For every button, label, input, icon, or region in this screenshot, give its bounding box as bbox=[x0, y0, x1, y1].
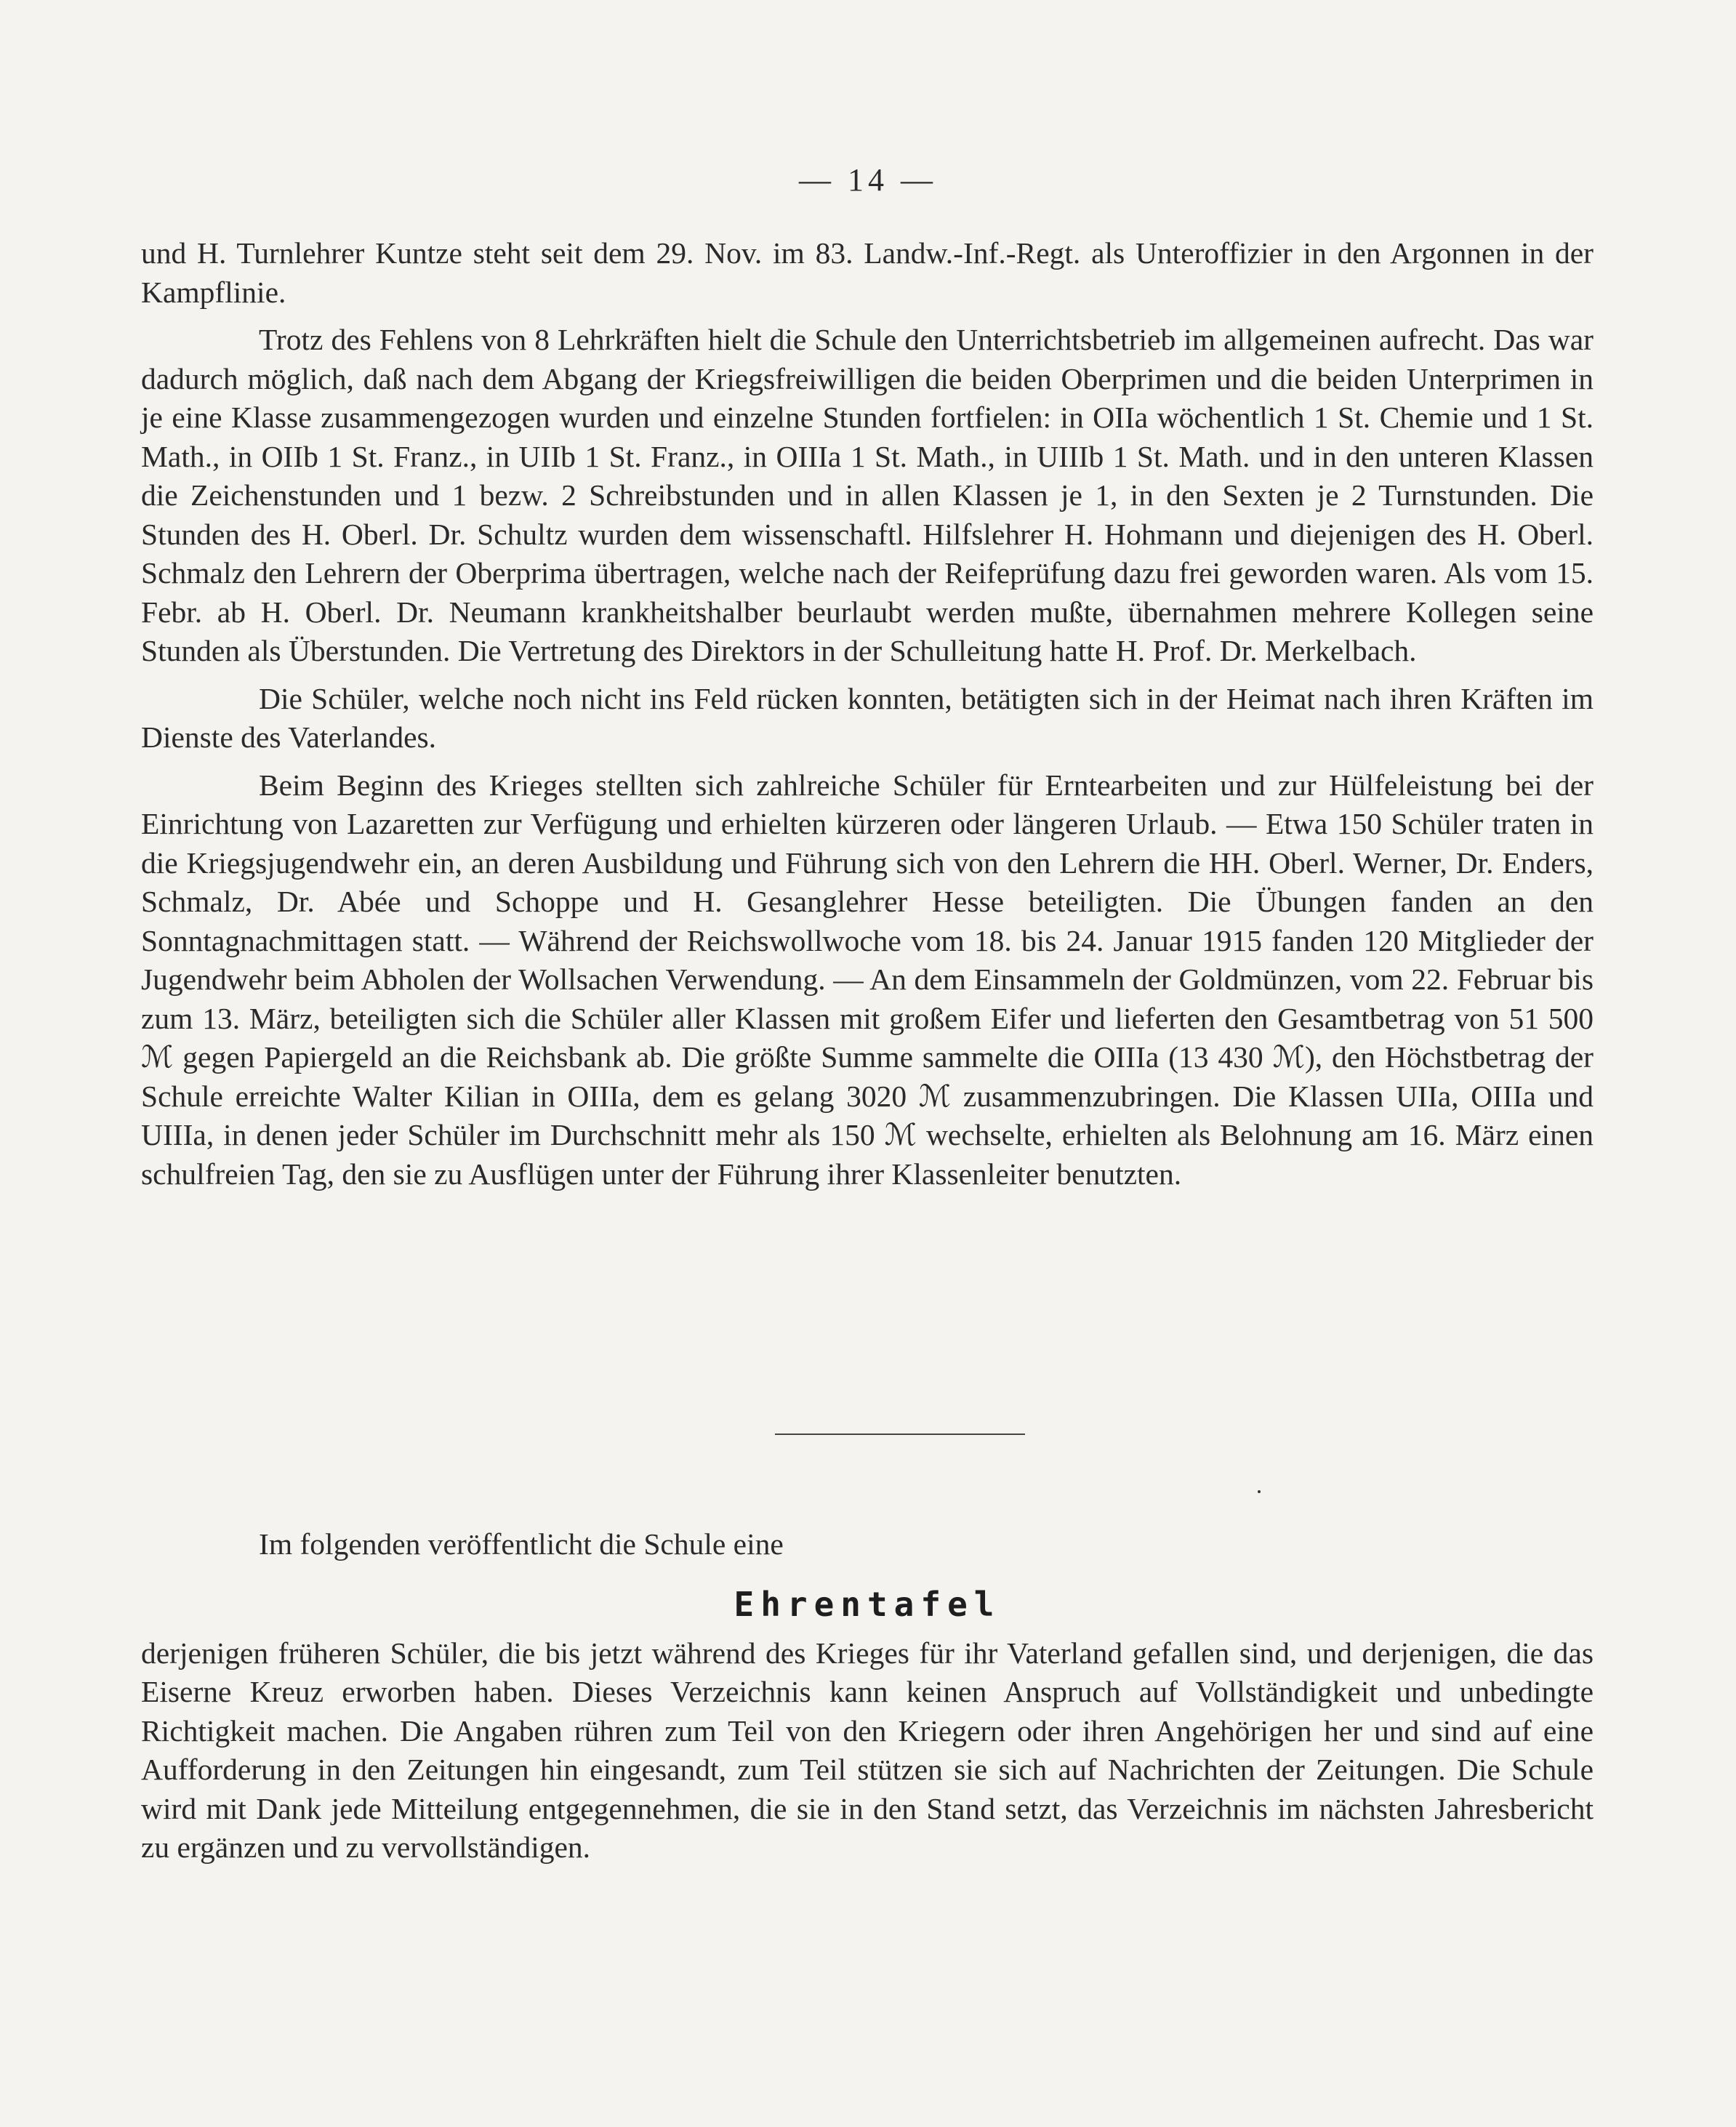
section-separator-rule bbox=[775, 1434, 1025, 1435]
honor-title: Ehrentafel bbox=[734, 1584, 1001, 1624]
honor-intro-line: Im folgenden veröffentlicht die Schule eine bbox=[259, 1527, 784, 1561]
honor-section bbox=[141, 1525, 1594, 1867]
paragraph-continuation: und H. Turnlehrer Kuntze steht seit dem 29. Nov. im 83. Landw.-Inf.-Regt. als Unteroffizier in den Argonnen in der Kampflinie. bbox=[141, 236, 1594, 309]
paragraph-war-service: Beim Beginn des Krieges stellten sich zahlreiche Schüler für Erntearbeiten und zur Hülfeleistung bei der Einrichtung von Lazaretten zur Verfügung und erhielten kürzeren oder längeren Urlaub. — Etwa 150 Schüler traten in die Kriegsjugendwehr ein, an deren Ausbildung und Führung sich von den Lehrern die HH. Oberl. Werner, Dr. Enders, Schmalz, Dr. Abée und Schoppe und H. Gesanglehrer Hesse beteiligten. Die Übungen fanden an den Sonntagnachmittagen statt. — Während der Reichswollwoche vom 18. bis 24. Januar 1915 fanden 120 Mitglieder der Jugendwehr beim Abholen der Wollsachen Verwendung. — An dem Einsammeln der Goldmünzen, vom 22. Februar bis zum 13. März, beteiligten sich die Schüler aller Klassen mit großem Eifer und lieferten den Gesamtbetrag von 51 500 ℳ gegen Papiergeld an die Reichsbank ab. Die größte Summe sammelte die OIIIa (13 430 ℳ), den Höchstbetrag der Schule erreichte Walter Kilian in OIIIa, dem es gelang 3020 ℳ zusammenzubringen. Die Klassen UIIa, OIIIa und UIIIa, in denen jeder Schüler im Durchschnitt mehr als 150 ℳ wechselte, erhielten als Belohnung am 16. März einen schulfreien Tag, den sie zu Ausflügen unter der Führung ihrer Klassenleiter benutzten. bbox=[141, 768, 1594, 1191]
paragraph-teaching-staff: Trotz des Fehlens von 8 Lehrkräften hielt die Schule den Unterrichtsbetrieb im allgemeinen aufrecht. Das war dadurch möglich, daß nach dem Abgang der Kriegsfreiwilligen die beiden Oberprimen und die beiden Unterprimen in je eine Klasse zusammengezogen wurden und einzelne Stunden fortfielen: in OIIa wöchentlich 1 St. Chemie und 1 St. Math., in OIIb 1 St. Franz., in UIIb 1 St. Franz., in OIIIa 1 St. Math., in UIIIb 1 St. Math. und in den unteren Klassen die Zeichenstunden und 1 bezw. 2 Schreibstunden und in allen Klassen je 1, in den Sexten je 2 Turnstunden. Die Stunden des H. Oberl. Dr. Schultz wurden dem wissenschaftl. Hilfslehrer H. Hohmann und diejenigen des H. Oberl. Schmalz den Lehrern der Oberprima übertragen, welche nach der Reifeprüfung dazu frei geworden waren. Als vom 15. Febr. ab H. Oberl. Dr. Neumann krankheitshalber beurlaubt werden mußte, übernahmen mehrere Kollegen seine Stunden als Überstunden. Die Vertretung des Direktors in der Schulleitung hatte H. Prof. Dr. Merkelbach. bbox=[141, 323, 1594, 667]
paragraph-students-homeland: Die Schüler, welche noch nicht ins Feld rücken konnten, betätigten sich in der Heimat nach ihren Kräften im Dienste des Vaterlandes. bbox=[141, 681, 1594, 754]
main-text-block bbox=[141, 234, 1594, 1202]
print-speck bbox=[1258, 1490, 1261, 1493]
page-number: — 14 — bbox=[799, 162, 937, 198]
honor-description: derjenigen früheren Schüler, die bis jetzt während des Krieges für ihr Vaterland gefallen sind, und derjenigen, die das Eiserne Kreuz erworben haben. Dieses Verzeichnis kann keinen Anspruch auf Vollständigkeit und unbedingte Richtigkeit machen. Die Angaben rühren zum Teil von den Kriegern oder ihren Angehörigen her und sind auf eine Aufforderung in den Zeitungen hin eingesandt, zum Teil stützen sie sich auf Nachrichten der Zeitungen. Die Schule wird mit Dank jede Mitteilung entgegennehmen, die sie in den Stand setzt, das Verzeichnis im nächsten Jahresbericht zu ergänzen und zu vervollständigen. bbox=[141, 1636, 1594, 1864]
